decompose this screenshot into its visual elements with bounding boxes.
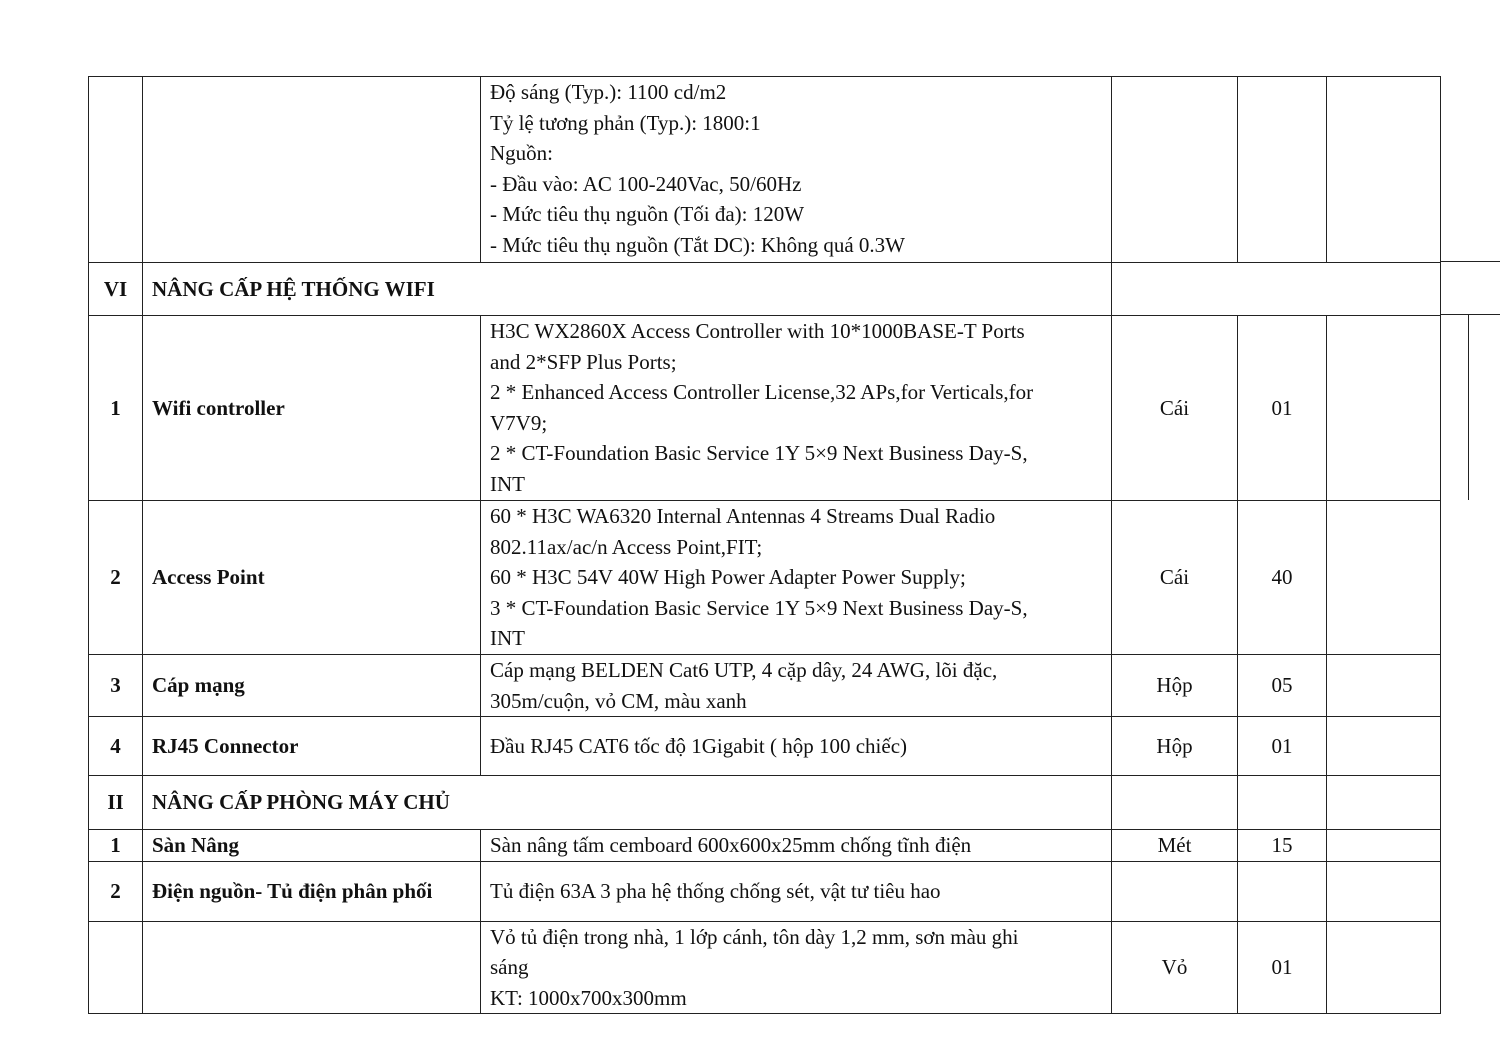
row-number: 1 bbox=[89, 316, 143, 501]
row-number bbox=[89, 921, 143, 1014]
desc-line: INT bbox=[490, 626, 525, 650]
desc-line: - Đầu vào: AC 100-240Vac, 50/60Hz bbox=[490, 171, 802, 196]
item-quantity bbox=[1238, 77, 1327, 263]
section-title: NÂNG CẤP PHÒNG MÁY CHỦ bbox=[143, 776, 1112, 830]
item-description bbox=[481, 77, 1112, 263]
desc-line: H3C WX2860X Access Controller with 10*1000BASE-T Ports bbox=[490, 319, 1025, 343]
table-row bbox=[89, 316, 1441, 501]
table-row bbox=[89, 717, 1441, 776]
desc-line: Độ sáng (Typ.): 1100 cd/m2 bbox=[490, 80, 727, 104]
item-description bbox=[481, 655, 1112, 717]
item-unit: Hộp bbox=[1112, 655, 1238, 717]
desc-line: and 2*SFP Plus Ports; bbox=[490, 349, 677, 374]
table-row bbox=[89, 655, 1441, 717]
row-number: 1 bbox=[89, 830, 143, 862]
item-quantity: 01 bbox=[1238, 717, 1327, 776]
item-unit: Cái bbox=[1112, 316, 1238, 501]
desc-line: Nguồn: bbox=[490, 141, 553, 165]
desc-line: Tủ điện 63A 3 pha hệ thống chống sét, vật tư tiêu hao bbox=[490, 878, 941, 903]
row-number: 2 bbox=[89, 501, 143, 655]
table-row bbox=[89, 501, 1441, 655]
empty-cell bbox=[1327, 776, 1441, 830]
row-number: 4 bbox=[89, 717, 143, 776]
desc-line: 2 * Enhanced Access Controller License,32 APs,for Verticals,for bbox=[490, 380, 1034, 404]
row-number bbox=[89, 77, 143, 263]
item-description bbox=[481, 861, 1112, 921]
item-name: Sàn Nâng bbox=[143, 830, 481, 862]
border-extension bbox=[1440, 314, 1500, 315]
empty-cell bbox=[1327, 830, 1441, 862]
empty-cell bbox=[1112, 776, 1238, 830]
item-name: Access Point bbox=[143, 501, 481, 655]
empty-cell bbox=[1327, 861, 1441, 921]
table-row bbox=[89, 830, 1441, 862]
empty-cell bbox=[1327, 316, 1441, 501]
desc-line: sáng bbox=[490, 955, 529, 979]
empty-cell bbox=[1327, 77, 1441, 263]
desc-line: 2 * CT-Foundation Basic Service 1Y 5×9 Next Business Day-S, bbox=[490, 441, 1028, 465]
desc-line: Cáp mạng BELDEN Cat6 UTP, 4 cặp dây, 24 AWG, lõi đặc, bbox=[490, 658, 998, 682]
desc-line: KT: 1000x700x300mm bbox=[490, 985, 687, 1010]
item-name bbox=[143, 77, 481, 263]
table-row bbox=[89, 77, 1441, 263]
desc-line: - Mức tiêu thụ nguồn (Tối đa): 120W bbox=[490, 202, 805, 226]
item-description bbox=[481, 717, 1112, 776]
desc-line: INT bbox=[490, 471, 525, 496]
section-row bbox=[89, 263, 1441, 316]
desc-line: Đầu RJ45 CAT6 tốc độ 1Gigabit ( hộp 100 chiếc) bbox=[490, 733, 908, 758]
empty-cell bbox=[1327, 655, 1441, 717]
border-extension bbox=[1468, 314, 1469, 500]
item-unit: Vỏ bbox=[1112, 921, 1238, 1014]
desc-line: 305m/cuộn, vỏ CM, màu xanh bbox=[490, 688, 747, 713]
desc-line: 60 * H3C WA6320 Internal Antennas 4 Streams Dual Radio bbox=[490, 504, 996, 528]
item-quantity: 01 bbox=[1238, 316, 1327, 501]
row-number: 2 bbox=[89, 861, 143, 921]
section-title: NÂNG CẤP HỆ THỐNG WIFI bbox=[143, 263, 1112, 316]
item-quantity: 01 bbox=[1238, 921, 1327, 1014]
item-unit: Hộp bbox=[1112, 717, 1238, 776]
empty-cell bbox=[1238, 776, 1327, 830]
desc-line: V7V9; bbox=[490, 410, 548, 435]
item-description bbox=[481, 316, 1112, 501]
desc-line: 60 * H3C 54V 40W High Power Adapter Power Supply; bbox=[490, 565, 966, 589]
equipment-table bbox=[88, 76, 1441, 1014]
item-quantity: 05 bbox=[1238, 655, 1327, 717]
item-quantity bbox=[1238, 861, 1327, 921]
item-unit bbox=[1112, 77, 1238, 263]
item-name: Wifi controller bbox=[143, 316, 481, 501]
table-row bbox=[89, 861, 1441, 921]
item-unit bbox=[1112, 861, 1238, 921]
border-extension bbox=[1440, 261, 1500, 262]
empty-cell bbox=[1112, 263, 1441, 316]
section-number: VI bbox=[89, 263, 143, 316]
desc-line: 802.11ax/ac/n Access Point,FIT; bbox=[490, 534, 763, 559]
section-number: II bbox=[89, 776, 143, 830]
item-name: RJ45 Connector bbox=[143, 717, 481, 776]
section-row bbox=[89, 776, 1441, 830]
desc-line: Tỷ lệ tương phản (Typ.): 1800:1 bbox=[490, 110, 761, 135]
item-name bbox=[143, 921, 481, 1014]
empty-cell bbox=[1327, 921, 1441, 1014]
item-quantity: 40 bbox=[1238, 501, 1327, 655]
item-unit: Cái bbox=[1112, 501, 1238, 655]
empty-cell bbox=[1327, 717, 1441, 776]
table-row bbox=[89, 921, 1441, 1014]
desc-line: Sàn nâng tấm cemboard 600x600x25mm chống tĩnh điện bbox=[490, 833, 972, 857]
item-name: Cáp mạng bbox=[143, 655, 481, 717]
desc-line: 3 * CT-Foundation Basic Service 1Y 5×9 Next Business Day-S, bbox=[490, 595, 1028, 620]
item-name: Điện nguồn- Tủ điện phân phối bbox=[143, 861, 481, 921]
item-quantity: 15 bbox=[1238, 830, 1327, 862]
item-description bbox=[481, 830, 1112, 862]
empty-cell bbox=[1327, 501, 1441, 655]
desc-line: - Mức tiêu thụ nguồn (Tắt DC): Không quá 0.3W bbox=[490, 232, 905, 257]
desc-line: Vỏ tủ điện trong nhà, 1 lớp cánh, tôn dày 1,2 mm, sơn màu ghi bbox=[490, 924, 1019, 949]
row-number: 3 bbox=[89, 655, 143, 717]
item-description bbox=[481, 501, 1112, 655]
item-description bbox=[481, 921, 1112, 1014]
item-unit: Mét bbox=[1112, 830, 1238, 862]
